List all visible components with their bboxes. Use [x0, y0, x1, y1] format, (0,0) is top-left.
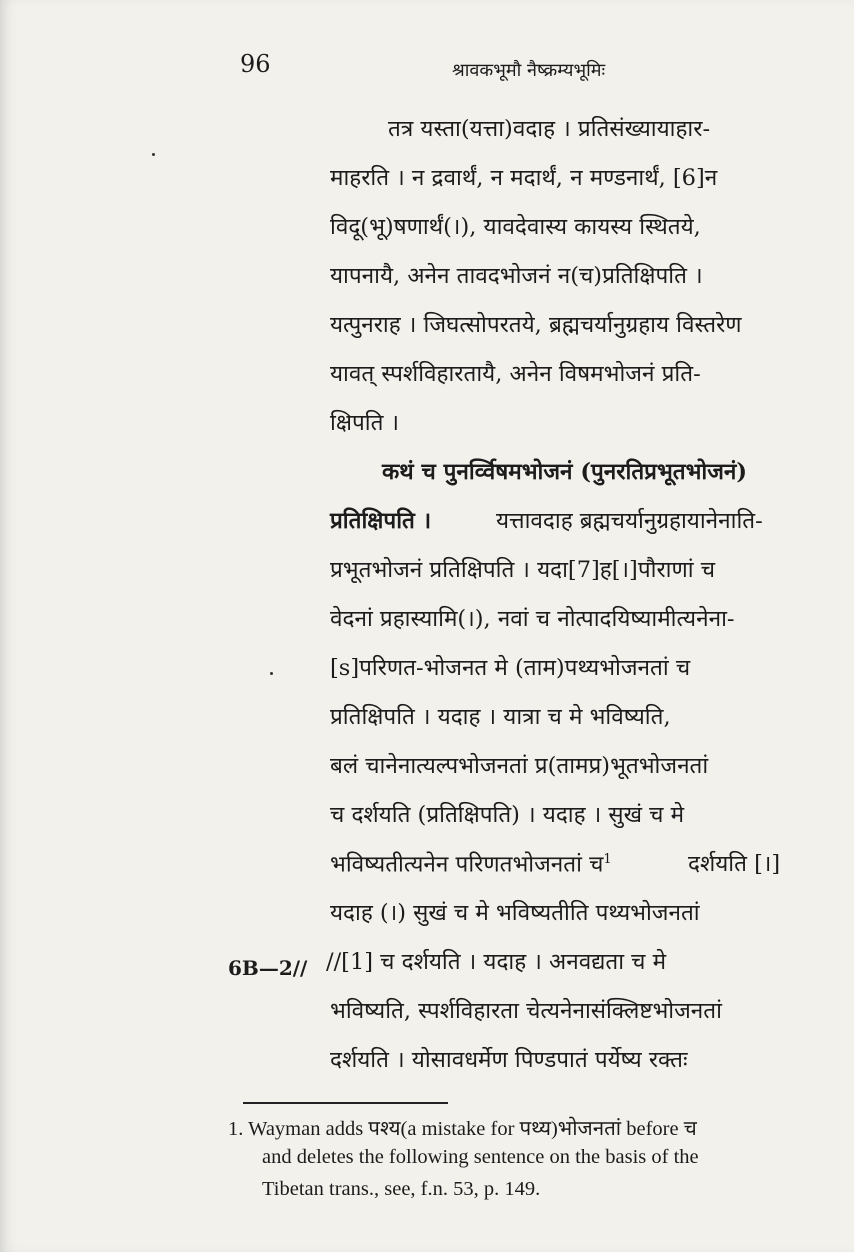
- text-line: च दर्शयति (प्रतिक्षिपति) । यदाह । सुखं च मे: [330, 802, 685, 828]
- text-line: यापनायै, अनेन तावदभोजनं न(च)प्रतिक्षिपति ।: [330, 263, 703, 289]
- footnote-line: 1. Wayman adds पश्य(a mistake for पथ्य)भोजनतां before च: [228, 1118, 697, 1140]
- text-line: वेदनां प्रहास्यामि(।), नवां च नोत्पादयिष्यामीत्यनेना-: [330, 606, 735, 632]
- speck: [270, 672, 273, 675]
- section-heading: कथं च पुनर्व्विषमभोजनं (पुनरतिप्रभूतभोजनं): [382, 459, 748, 485]
- page-number: 96: [240, 50, 271, 78]
- text-line: यदाह (।) सुखं च मे भविष्यतीति पथ्यभोजनतां: [330, 900, 700, 926]
- text-line: [s]परिणत-भोजनत मे (ताम)पथ्यभोजनतां च: [330, 655, 691, 681]
- text-line: क्षिपति ।: [330, 410, 400, 436]
- text-line: यत्तावदाह ब्रह्मचर्यानुग्रहायानेनाति-: [496, 508, 763, 534]
- text-line: दर्शयति [।]: [688, 851, 781, 877]
- text-line: प्रतिक्षिपति । यदाह । यात्रा च मे भविष्यति,: [330, 704, 671, 730]
- margin-reference: 6B—2//: [228, 956, 308, 980]
- footnote-line: Tibetan trans., see, f.n. 53, p. 149.: [262, 1178, 541, 1200]
- text-line: यावत् स्पर्शविहारतायै, अनेन विषमभोजनं प्रति-: [330, 361, 701, 387]
- speck: [152, 153, 155, 156]
- running-head: श्रावकभूमौ नैष्क्रम्यभूमिः: [452, 60, 606, 81]
- text-line: प्रभूतभोजनं प्रतिक्षिपति । यदा[7]ह[।]पौराणां च: [330, 557, 716, 583]
- footnote-rule: [243, 1102, 448, 1104]
- text-line: माहरति । न द्रवार्थं, न मदार्थं, न मण्डनार्थं, [6]न: [330, 165, 718, 191]
- footnote-line: and deletes the following sentence on the basis of the: [262, 1146, 699, 1168]
- text-line: विदू(भू)षणार्थं(।), यावदेवास्य कायस्य स्थितये,: [330, 214, 701, 240]
- section-heading-cont: प्रतिक्षिपति ।: [330, 508, 432, 534]
- text-line: //[1] च दर्शयति । यदाह । अनवद्यता च मे: [326, 949, 667, 975]
- text-line: दर्शयति । योसावधर्मेण पिण्डपातं पर्येष्य रक्तः: [330, 1047, 688, 1073]
- text-line: भविष्यति, स्पर्शविहारता चेत्यनेनासंक्लिष्टभोजनतां: [330, 998, 722, 1024]
- text-span: भविष्यतीत्यनेन परिणतभोजनतां च: [330, 851, 604, 878]
- text-line: तत्र यस्ता(यत्ता)वदाह । प्रतिसंख्यायाहार-: [388, 116, 711, 142]
- text-line: बलं चानेनात्यल्पभोजनतां प्र(तामप्र)भूतभोजनतां: [330, 753, 709, 779]
- footnote-marker: 1: [603, 852, 612, 867]
- text-line: [330, 853, 612, 876]
- text-line: यत्पुनराह । जिघत्सोपरतये, ब्रह्मचर्यानुग्रहाय विस्तरेण: [330, 312, 742, 338]
